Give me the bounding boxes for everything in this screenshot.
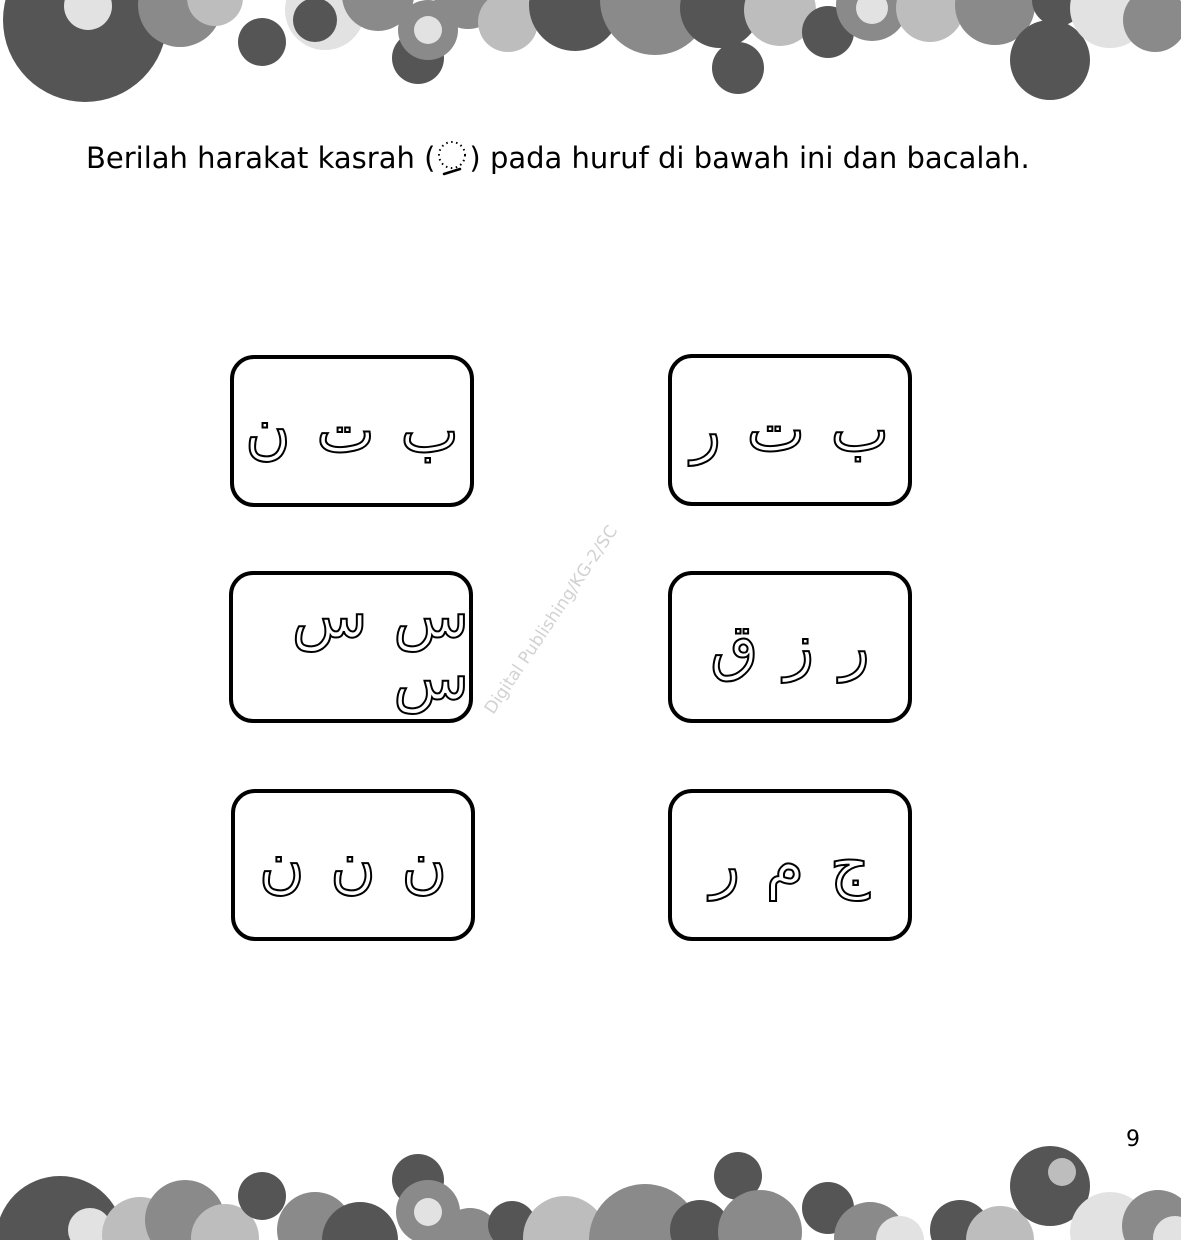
letter-card xyxy=(668,789,912,941)
arabic-letters: س س س xyxy=(291,579,469,714)
arabic-letters: ن ن ن xyxy=(258,828,447,901)
arabic-letters: ب ت ر xyxy=(690,393,890,466)
letter-card xyxy=(229,571,473,723)
instruction-text-before: Berilah harakat kasrah ( xyxy=(86,141,436,175)
arabic-letters: ر ز ق xyxy=(710,610,870,683)
kasrah-dotted-circle-icon xyxy=(435,138,469,178)
page-number: 9 xyxy=(1126,1127,1140,1152)
watermark: Digital Publishing/KG-2/SC xyxy=(480,522,622,718)
letter-card xyxy=(668,354,912,506)
decorative-bubbles-bottom xyxy=(0,1120,1181,1240)
letter-card xyxy=(668,571,912,723)
instruction-text xyxy=(86,138,1030,178)
letter-card xyxy=(231,789,475,941)
decorative-bubbles-top xyxy=(0,0,1181,120)
arabic-letters: ب ت ن xyxy=(245,394,459,467)
instruction-text-after: ) pada huruf di bawah ini dan bacalah. xyxy=(469,141,1030,175)
letter-card xyxy=(230,355,474,507)
arabic-letters: ج م ر xyxy=(710,828,870,901)
